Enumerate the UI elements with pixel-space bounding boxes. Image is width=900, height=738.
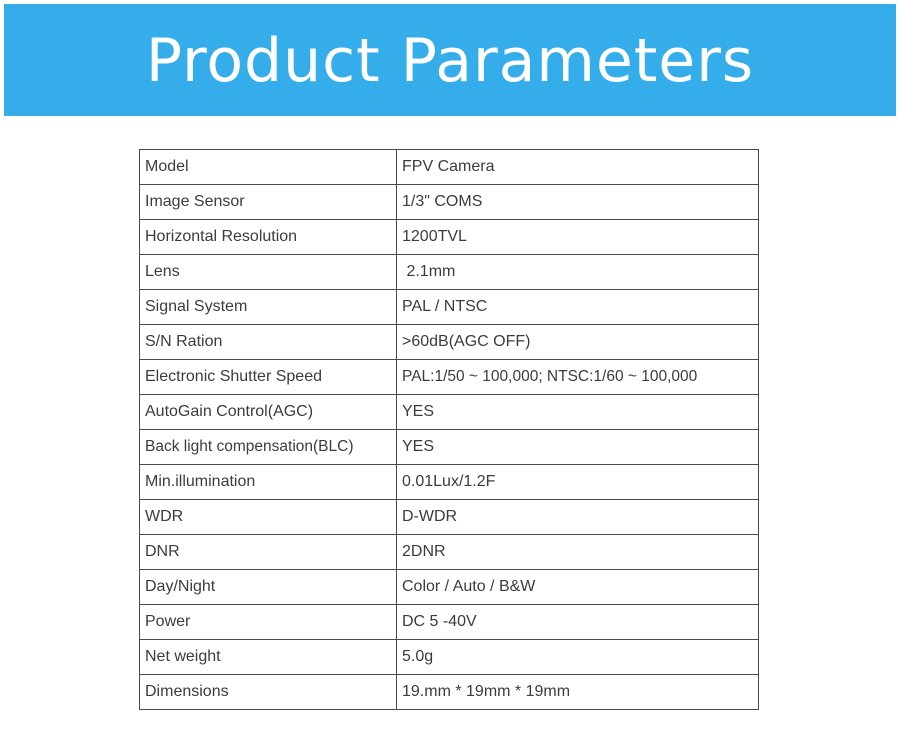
- param-value: D-WDR: [397, 500, 759, 535]
- table-row: [140, 570, 759, 605]
- param-value: YES: [397, 395, 759, 430]
- param-value: >60dB(AGC OFF): [397, 325, 759, 360]
- table-row: [140, 325, 759, 360]
- param-value: PAL / NTSC: [397, 290, 759, 325]
- param-label: Horizontal Resolution: [140, 220, 397, 255]
- param-label: Signal System: [140, 290, 397, 325]
- param-label: Net weight: [140, 640, 397, 675]
- param-value: 0.01Lux/1.2F: [397, 465, 759, 500]
- param-label: Min.illumination: [140, 465, 397, 500]
- param-label: DNR: [140, 535, 397, 570]
- param-value: FPV Camera: [397, 150, 759, 185]
- table-row: [140, 220, 759, 255]
- param-value: DC 5 -40V: [397, 605, 759, 640]
- param-label: Lens: [140, 255, 397, 290]
- table-row: [140, 395, 759, 430]
- param-label: AutoGain Control(AGC): [140, 395, 397, 430]
- param-value: Color / Auto / B&W: [397, 570, 759, 605]
- table-row: [140, 360, 759, 395]
- table-row: [140, 675, 759, 710]
- title-banner: [4, 4, 896, 116]
- parameters-table: [139, 149, 759, 710]
- param-label: Day/Night: [140, 570, 397, 605]
- param-label: Image Sensor: [140, 185, 397, 220]
- param-label: Dimensions: [140, 675, 397, 710]
- param-value: 2.1mm: [397, 255, 759, 290]
- table-row: [140, 150, 759, 185]
- param-value: 1/3" COMS: [397, 185, 759, 220]
- param-label: WDR: [140, 500, 397, 535]
- table-row: [140, 535, 759, 570]
- param-value: PAL:1/50 ~ 100,000; NTSC:1/60 ~ 100,000: [397, 360, 759, 395]
- page-title: Product Parameters: [145, 26, 755, 96]
- param-label: Power: [140, 605, 397, 640]
- table-row: [140, 430, 759, 465]
- table-row: [140, 465, 759, 500]
- param-value: 19.mm * 19mm * 19mm: [397, 675, 759, 710]
- table-row: [140, 500, 759, 535]
- param-label: Back light compensation(BLC): [140, 430, 397, 465]
- table-row: [140, 640, 759, 675]
- param-label: S/N Ration: [140, 325, 397, 360]
- param-label: Electronic Shutter Speed: [140, 360, 397, 395]
- table-row: [140, 185, 759, 220]
- table-row: [140, 290, 759, 325]
- table-row: [140, 605, 759, 640]
- table-row: [140, 255, 759, 290]
- param-label: Model: [140, 150, 397, 185]
- param-value: 5.0g: [397, 640, 759, 675]
- param-value: YES: [397, 430, 759, 465]
- param-value: 1200TVL: [397, 220, 759, 255]
- param-value: 2DNR: [397, 535, 759, 570]
